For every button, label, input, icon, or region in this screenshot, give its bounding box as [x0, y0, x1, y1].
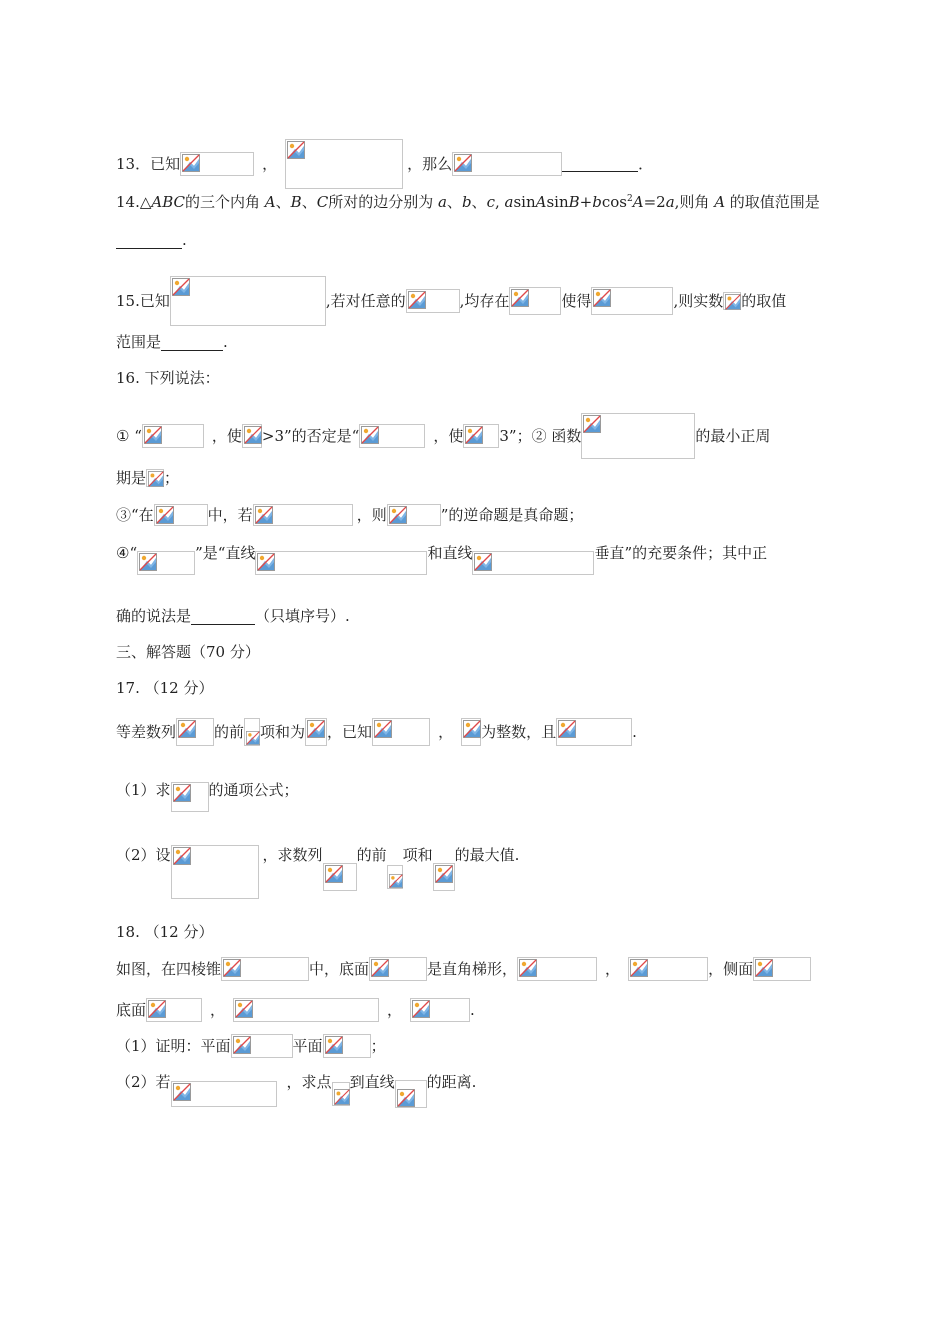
formula-image-placeholder: [753, 957, 811, 981]
formula-image-placeholder: [472, 551, 594, 575]
formula-image-placeholder: [359, 424, 425, 448]
formula-image-placeholder: [244, 718, 260, 746]
formula-image-placeholder: [171, 782, 209, 812]
formula-image-placeholder: [406, 289, 460, 313]
question-17-title: 17. （12 分）: [116, 679, 214, 697]
formula-image-placeholder: [142, 424, 204, 448]
formula-image-placeholder: [146, 998, 202, 1022]
question-16-item-3: ③“在 中，若 ，则 ”的逆命题是真命题；: [116, 506, 584, 524]
answer-blank: [191, 610, 255, 625]
formula-image-placeholder: [253, 504, 353, 526]
formula-image-placeholder: [154, 504, 208, 526]
question-18-part-2: （2）若 ，求点 到直线 的距离.: [116, 1072, 476, 1108]
formula-image-placeholder: [433, 863, 455, 891]
formula-image-placeholder: [305, 718, 327, 746]
formula-image-placeholder: [517, 957, 597, 981]
question-16-item-1-line2: 期是 ；: [116, 469, 180, 487]
formula-image-placeholder: [387, 504, 441, 526]
formula-image-placeholder: [233, 998, 379, 1022]
formula-image-placeholder: [723, 292, 741, 310]
formula-image-placeholder: [395, 1080, 427, 1108]
formula-image-placeholder: [461, 718, 481, 746]
formula-image-placeholder: [628, 957, 708, 981]
formula-image-placeholder: [176, 718, 214, 746]
question-18-stem: 如图，在四棱锥 中，底面 是直角梯形， ， ，侧面: [116, 957, 811, 981]
question-17-part-2: （2）设 ，求数列 的前 项和 的最大值.: [116, 845, 519, 899]
question-17-stem: 等差数列 的前 项和为 ，已知 ， 为整数，且 .: [116, 718, 637, 746]
formula-image-placeholder: [323, 1034, 371, 1058]
formula-image-placeholder: [231, 1034, 293, 1058]
formula-image-placeholder: [171, 845, 259, 899]
question-14-line2: .: [116, 230, 187, 250]
formula-image-placeholder: [410, 998, 470, 1022]
formula-image-placeholder: [556, 718, 632, 746]
question-15: 15.已知 ,若对任意的 ,均存在 使得 ,则实数 的取值: [116, 276, 786, 326]
question-15-line2: 范围是 .: [116, 333, 228, 351]
answer-blank: [116, 234, 182, 249]
formula-image-placeholder: [171, 1081, 277, 1107]
formula-image-placeholder: [463, 424, 499, 448]
question-16-item-4: ④“ ”是“直线 和直线 垂直”的充要条件；其中正: [116, 543, 767, 575]
formula-image-placeholder: [242, 424, 262, 448]
formula-image-placeholder: [452, 152, 562, 176]
formula-image-placeholder: [387, 865, 403, 889]
question-16-answer-line: 确的说法是 （只填序号）.: [116, 607, 350, 625]
formula-image-placeholder: [372, 718, 430, 746]
question-14: 14.△ABC的三个内角 A、B、C所对的边分别为 a、b、c, asinAsinB+bcos$^2$A=2a,则角 A 的取值范围是: [116, 193, 820, 211]
question-17-part-1: （1）求 的通项公式；: [116, 780, 299, 812]
formula-image-placeholder: [332, 1082, 350, 1106]
formula-image-placeholder: [221, 957, 309, 981]
formula-image-placeholder: [509, 287, 561, 315]
section-3-heading: 三、解答题（70 分）: [116, 643, 260, 661]
formula-image-placeholder: [591, 287, 673, 315]
question-13: 13．已知 ， ，那么 ．: [116, 139, 653, 189]
formula-image-placeholder: [170, 276, 326, 326]
question-16-item-1: ① “ ，使 >3”的否定是“ ，使 3”；② 函数 的最小正周: [116, 413, 770, 459]
formula-image-placeholder: [255, 551, 427, 575]
question-18-title: 18. （12 分）: [116, 923, 214, 941]
formula-image-placeholder: [285, 139, 403, 189]
question-16-title: 16. 下列说法：: [116, 369, 220, 387]
formula-image-placeholder: [180, 152, 254, 176]
question-18-part-1: （1）证明：平面 平面 ；: [116, 1034, 386, 1058]
formula-image-placeholder: [137, 551, 195, 575]
formula-image-placeholder: [369, 957, 427, 981]
question-18-stem-line2: 底面 ， ， .: [116, 998, 475, 1022]
formula-image-placeholder: [146, 469, 164, 487]
formula-image-placeholder: [581, 413, 695, 459]
answer-blank: [161, 336, 223, 351]
formula-image-placeholder: [323, 863, 357, 891]
answer-blank: [562, 157, 638, 172]
